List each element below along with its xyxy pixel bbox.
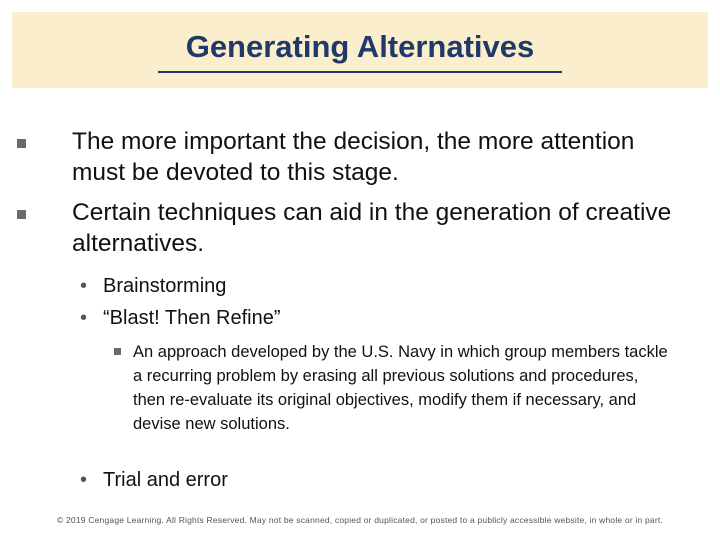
sub-bullet-item: Trial and error <box>103 469 228 491</box>
bullet-item: Certain techniques can aid in the generation of creative alternatives. <box>72 199 672 257</box>
sub-bullet-item: “Blast! Then Refine” <box>103 307 281 329</box>
dot-bullet-icon: • <box>80 307 88 329</box>
dot-bullet-icon: • <box>80 469 88 491</box>
square-bullet-icon <box>114 348 121 355</box>
title-underline <box>158 71 562 73</box>
sub-bullet-item: Brainstorming <box>103 275 227 297</box>
dot-bullet-icon: • <box>80 275 88 297</box>
copyright-footer: © 2019 Cengage Learning. All Rights Reserved. May not be scanned, copied or duplicated, or posted to a publicly accessible website, in whole or in part. <box>56 515 664 525</box>
bullet-item: The more important the decision, the more attention must be devoted to this stage. <box>72 128 635 186</box>
square-bullet-icon <box>17 210 26 219</box>
slide-title: Generating Alternatives <box>185 29 535 64</box>
square-bullet-icon <box>17 139 26 148</box>
detail-item: An approach developed by the U.S. Navy in which group members tackle a recurring problem by erasing all previous solutions and procedures, then re-evaluate its original objectives, modify them if necessary, and devise new solutions. <box>133 343 668 433</box>
